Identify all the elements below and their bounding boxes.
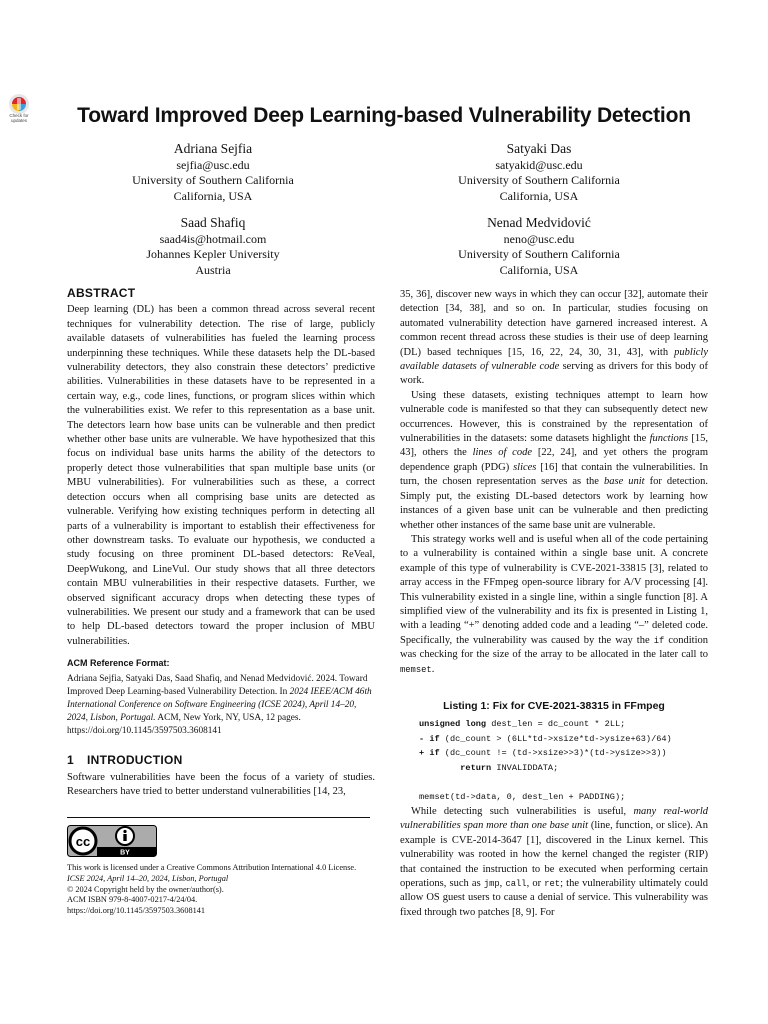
section-heading-introduction: 1 INTRODUCTION bbox=[67, 752, 183, 767]
author-location: California, USA bbox=[499, 262, 579, 277]
paper-title: Toward Improved Deep Learning-based Vulnerability Detection bbox=[77, 104, 691, 127]
code-line: + if (dc_count != (td->xsize>>3)*(td->ysize>>3)) bbox=[419, 748, 667, 759]
cc-by-label: BY bbox=[120, 849, 130, 857]
license-line: This work is licensed under a Creative Commons Attribution International 4.0 License. bbox=[67, 863, 357, 872]
acm-reference-heading: ACM Reference Format: bbox=[67, 658, 170, 669]
badge-line1: Check for bbox=[9, 113, 29, 118]
author-block bbox=[83, 214, 343, 278]
author-affiliation: University of Southern California bbox=[132, 173, 294, 188]
code-listing bbox=[419, 717, 739, 805]
svg-text:cc: cc bbox=[75, 834, 91, 849]
right-column bbox=[400, 288, 708, 677]
code-line: return INVALIDDATA; bbox=[419, 762, 559, 773]
author-name: Nenad Medvidović bbox=[487, 215, 591, 230]
abstract-text: Deep learning (DL) has been a common thread across several recent techniques for vulnerability detection. The rise of large, publicly available datasets of vulnerabilities has fueled the learning process underpinning these techniques. While these datasets help the DL-based vulnerability detectors, they also constrain these detectors’ predictive abilities. Vulnerabilities in these datasets have to be represented in a certain way, e.g., code lines, functions, or program slices within which the vulnerabilities exist. We refer to this representation as a base unit. The detectors learn how base units can be vulnerable and then predict whether other base units are vulnerable. We have hypothesized that this focus on individual base units harms the ability of the detectors to properly detect those vulnerabilities that span multiple base units (or MBU vulnerabilities). For vulnerabilities such as these, a correct detection occurs when all comprising base units are detected as vulnerable. Verifying how existing techniques perform in detecting all parts of a vulnerability is important to establish their effectiveness for other downstream tasks. To evaluate our hypothesis, we conducted a study focusing on three prominent DL-based detectors: ReVeal, DeepWukong, and LineVul. Our study shows that all three detectors contain MBU vulnerabilities in their respective datasets. Further, we observed significant accuracy drops when detecting these types of vulnerabilities. We present our study and a framework that can be used to help DL-based detectors toward the proper inclusion of MBU vulnerabilities. bbox=[67, 304, 375, 647]
badge-line2: updates bbox=[10, 118, 27, 123]
acm-reference-venue: 2024 IEEE/ACM 46th International Conference on Software Engineering (ICSE 2024), April 14–20, 2024, Lisbon, Portugal. bbox=[67, 686, 372, 723]
author-block bbox=[409, 214, 669, 278]
author-location: California, USA bbox=[173, 188, 253, 203]
footnote-divider bbox=[67, 817, 370, 818]
author-affiliation: Johannes Kepler University bbox=[146, 247, 280, 262]
author-email[interactable]: satyakid@usc.edu bbox=[495, 158, 583, 172]
author-block bbox=[83, 140, 343, 204]
author-affiliation: University of Southern California bbox=[458, 247, 620, 262]
acm-reference-text: Adriana Sejfia, Satyaki Das, Saad Shafiq, and Nenad Medvidović. 2024. Toward Improved Deep Learning-based Vulnerability Detection. In 2024 IEEE/ACM 46th International Conference on Software Engineering (ICSE 2024), April 14–20, 2024, Lisbon, Portugal. ACM, New York, NY, USA, 12 pages. https://doi.org/10.1145/3597503.3608141 bbox=[67, 673, 372, 736]
author-name: Adriana Sejfia bbox=[173, 141, 253, 156]
copyright-line: © 2024 Copyright held by the owner/author(s). bbox=[67, 884, 224, 894]
conference-line: ICSE 2024, April 14–20, 2024, Lisbon, Portugal bbox=[67, 873, 229, 883]
doi-link[interactable]: https://doi.org/10.1145/3597503.3608141 bbox=[67, 906, 206, 916]
author-name: Saad Shafiq bbox=[180, 215, 246, 230]
code-line: unsigned long dest_len = dc_count * 2LL; bbox=[419, 719, 626, 729]
author-email[interactable]: sejfia@usc.edu bbox=[176, 158, 250, 172]
author-location: California, USA bbox=[499, 188, 579, 203]
code-line bbox=[419, 775, 739, 790]
code-line: - if (dc_count > (6LL*td->xsize*td->ysize+63)/64) bbox=[419, 733, 672, 744]
author-location: Austria bbox=[195, 262, 231, 277]
isbn-line: ACM ISBN 979-8-4007-0217-4/24/04. bbox=[67, 895, 198, 905]
body-paragraph: This strategy works well and is useful when all of the code pertaining to a vulnerability is contained within a single base unit. A concrete example of this type of vulnerability is CVE-2021-33815 [3], related to array access in the FFmpeg open-source library for A/V processing [4]. This vulnerability existed in a single line, within a single function [8]. A simplified view of the vulnerability and its fix is presented in Listing 1, with a leading “+” denoting added code and a leading “–” deleted code. Specifically, the vulnerability was caused by the way the if condition was checking for the size of the array to be allocated in the later call to memset. bbox=[400, 533, 708, 675]
left-column bbox=[67, 286, 375, 800]
body-paragraph: Using these datasets, existing techniques attempt to learn how vulnerable code is manifested so that they can subsequently detect new occurrences. However, this is constrained by the representation of vulnerabilities in the datasets: some datasets highlight the functions [15, 43], others the lines of code [22, 24], and yet others the program dependence graph (PDG) slices [16] that contain the vulnerabilities. In turn, the chosen representation serves as the base unit for detection. Simply put, the existing DL-based detectors work by learning how instances of a given base unit can be vulnerable and then predicting whether other instances of the same base unit are vulnerable. bbox=[400, 389, 708, 531]
author-affiliation: University of Southern California bbox=[458, 173, 620, 188]
author-email[interactable]: saad4is@hotmail.com bbox=[159, 232, 267, 246]
author-email[interactable]: neno@usc.edu bbox=[503, 232, 575, 246]
author-block bbox=[409, 140, 669, 204]
body-paragraph: While detecting such vulnerabilities is useful, many real-world vulnerabilities span more than one base unit (line, function, or slice). An example is CVE-2014-3647 [1], discovered in the Linux kernel. This vulnerability was rooted in how the kernel changed the register (RIP) that contained the instruction to be executed when performing certain operations, such as jmp, call, or ret; the vulnerability ultimately could allow OS guest users to cause a denial of service. This vulnerability was fixed through two patches [8, 9]. For bbox=[400, 806, 709, 918]
right-column-continued bbox=[400, 805, 708, 920]
license-footnote bbox=[67, 863, 387, 917]
creative-commons-by-icon[interactable] bbox=[67, 825, 157, 857]
code-line: memset(td->data, 0, dest_len + PADDING); bbox=[419, 791, 626, 802]
body-paragraph: 35, 36], discover new ways in which they can occur [32], automate their detection [34, 38], and so on. In particular, studies focusing on automated vulnerability detection have garnered increased interest. A common recent thread across these studies is their use of deep learning (DL) based techniques [15, 16, 22, 24, 30, 31, 43], with publicly available datasets of vulnerable code serving as drivers for this body of work. bbox=[400, 289, 708, 387]
abstract-heading: ABSTRACT bbox=[67, 286, 136, 300]
author-name: Satyaki Das bbox=[506, 141, 572, 156]
listing-caption: Listing 1: Fix for CVE-2021-38315 in FFmpeg bbox=[443, 700, 665, 712]
intro-paragraph: Software vulnerabilities have been the focus of a variety of studies. Researchers have tried to better understand vulnerabilities [14, 23, bbox=[67, 771, 375, 798]
acm-reference-doi[interactable]: ACM, New York, NY, USA, 12 pages. https://doi.org/10.1145/3597503.3608141 bbox=[67, 712, 301, 736]
